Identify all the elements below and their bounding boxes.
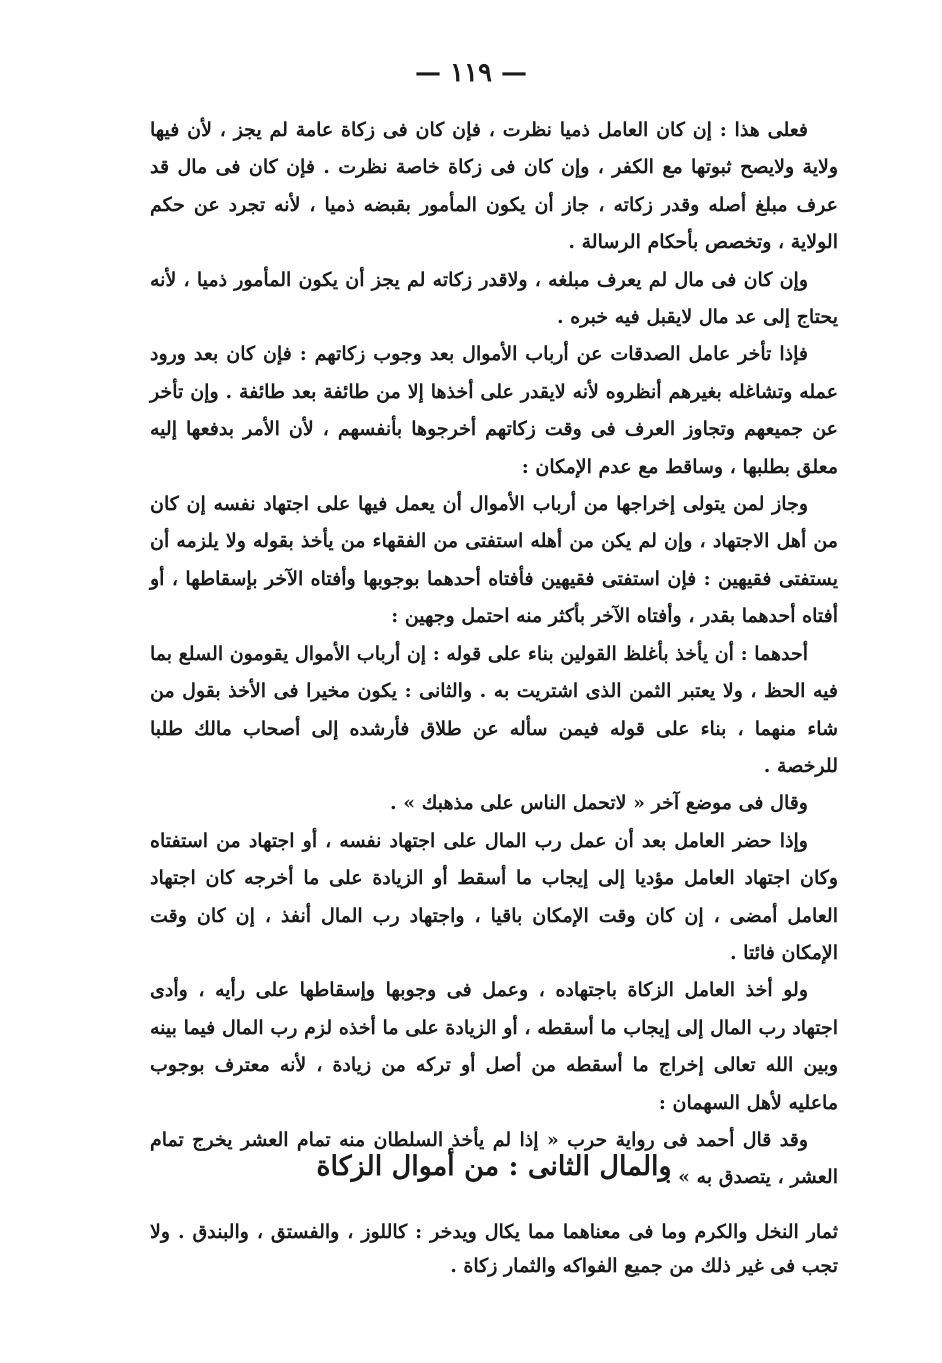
paragraph-6: وقال فى موضع آخر « لاتحمل الناس على مذهبك » . [390, 792, 808, 815]
paragraph-2: وإن كان فى مال لم يعرف مبلغه ، ولاقدر زكاته لم يجز أن يكون المأمور ذميا ، لأنه يحتاج إلى عد مال لايقبل فيه خبره . [150, 268, 838, 329]
main-text-block [150, 112, 838, 1197]
paragraph-8: ولو أخذ العامل الزكاة باجتهاده ، وعمل فى وجوبها وإسقاطها على رأيه ، وأدى اجتهاد رب المال إلى إيجاب ما أسقطه ، أو الزيادة على ما أخذه لزم رب المال فيما بينه وبين الله تعالى إخراج ما أسقطه من أصل أو تركه من زيادة ، لأنه معترف بوجوب ماعليه لأهل السهمان : [150, 979, 838, 1114]
paragraph-3: فإذا تأخر عامل الصدقات عن أرباب الأموال بعد وجوب زكاتهم : فإن كان بعد ورود عمله وتشاغله بغيرهم أنظروه لأنه لايقدر على أخذها إلا من طائفة بعد طائفة . وإن تأخر عن جميعهم وتجاوز العرف فى وقت زكاتهم أخرجوها بأنفسهم ، لأن الأمر بدفعها إليه معلق بطلبها ، وساقط مع عدم الإمكان : [150, 343, 838, 478]
paragraph-5: أحدهما : أن يأخذ بأغلظ القولين بناء على قوله : إن أرباب الأموال يقومون السلع بما فيه الحظ ، ولا يعتبر الثمن الذى اشتريت به . والثانى : يكون مخيرا فى الأخذ بقول من شاء منهما ، بناء على قوله فيمن سأله عن طلاق فأرشده إلى أصحاب مالك طلبا للرخصة . [150, 642, 838, 777]
paragraph-4: وجاز لمن يتولى إخراجها من أرباب الأموال أن يعمل فيها على اجتهاد نفسه إن كان من أهل الاجتهاد ، وإن لم يكن من أهله استفتى من الفقهاء من يأخذ بقوله ولا يلزمه أن يستفتى فقيهين : فإن استفتى فقيهين فأفتاه أحدهما بوجوبها وأفتاه الآخر بإسقاطها ، أو أفتاه أحدهما بقدر ، وأفتاه الآخر بأكثر منه احتمل وجهين : [150, 493, 838, 628]
paragraph-9: وقد قال أحمد فى رواية حرب « إذا لم يأخذ السلطان منه تمام العشر يخرج تمام العشر ، يتصدق به » . [150, 1128, 838, 1189]
paragraph-1: فعلى هذا : إن كان العامل ذميا نظرت ، فإن كان فى زكاة عامة لم يجز ، لأن فيها ولاية ولايصح ثبوتها مع الكفر ، وإن كان فى زكاة خاصة نظرت . فإن كان فى مال قد عرف مبلغ أصله وقدر زكاته ، جاز أن يكون المأمور بقبضه ذميا ، لأنه تجرد عن حكم الولاية ، وتخصص بأحكام الرسالة . [150, 119, 838, 254]
page-number: — ١١٩ — [414, 58, 528, 88]
section-heading: والمال الثانى : من أموال الزكاة [316, 1151, 672, 1182]
paragraph-7: وإذا حضر العامل بعد أن عمل رب المال على اجتهاد نفسه ، أو اجتهاد من استفتاه وكان اجتهاد العامل مؤديا إلى إيجاب ما أسقط أو الزيادة على ما أخرجه كان اجتهاد العامل أمضى ، إن كان وقت الإمكان باقيا ، واجتهاد رب المال أنفذ ، إن كان وقت الإمكان فائتا . [150, 829, 838, 964]
section-paragraph: ثمار النخل والكرم وما فى معناهما مما يكال ويدخر : كاللوز ، والفستق ، والبندق . ولا تجب فى غير ذلك من جميع الفواكه والثمار زكاة . [150, 1221, 838, 1277]
